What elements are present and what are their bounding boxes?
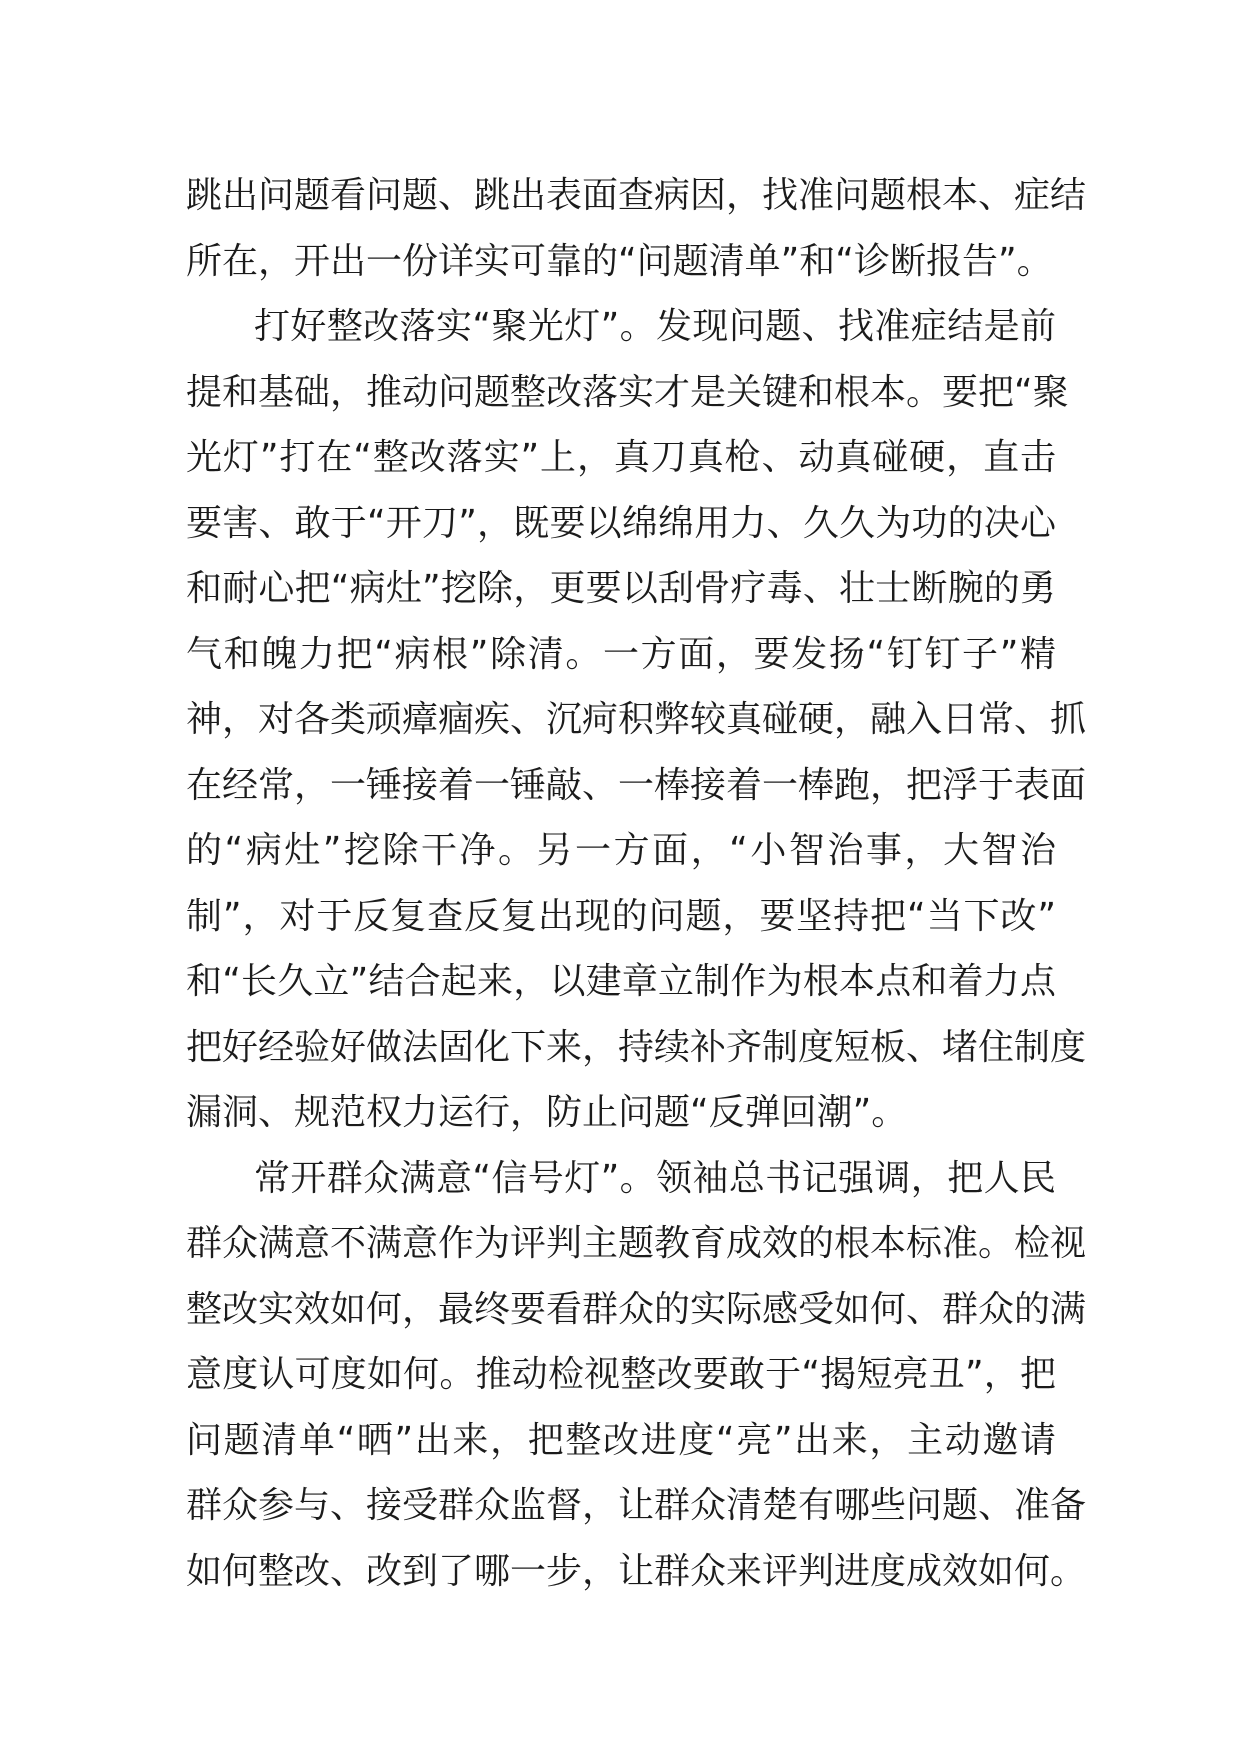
paragraph-line: 的“病灶”挖除干净。另一方面，“小智治事，大智治 <box>186 830 1056 871</box>
paragraph-line: 问题清单“晒”出来，把整改进度“亮”出来，主动邀请 <box>186 1419 1056 1461</box>
paragraph-line: 要害、敢于“开刀”，既要以绵绵用力、久久为功的决心 <box>186 502 1056 544</box>
paragraph-line: 在经常，一锤接着一锤敲、一棒接着一棒跑，把浮于表面 <box>186 764 1087 806</box>
paragraph-line: 如何整改、改到了哪一步，让群众来评判进度成效如何。 <box>186 1550 1087 1592</box>
paragraph-line: 漏洞、规范权力运行，防止问题“反弹回潮”。 <box>186 1092 908 1133</box>
paragraph-line: 光灯”打在“整改落实”上，真刀真枪、动真碰硬，直击 <box>186 437 1056 478</box>
paragraph-line: 常开群众满意“信号灯”。领袖总书记强调，把人民 <box>254 1157 1056 1199</box>
paragraph-line: 意度认可度如何。推动检视整改要敢于“揭短亮丑”，把 <box>186 1354 1056 1395</box>
document-body <box>186 163 1087 1604</box>
paragraph-line: 提和基础，推动问题整改落实才是关键和根本。要把“聚 <box>186 371 1069 413</box>
paragraph-line: 气和魄力把“病根”除清。一方面，要发扬“钉钉子”精 <box>186 633 1056 675</box>
paragraph-line: 和耐心把“病灶”挖除，更要以刮骨疗毒、壮士断腕的勇 <box>186 568 1056 609</box>
paragraph-line: 打好整改落实“聚光灯”。发现问题、找准症结是前 <box>254 306 1056 347</box>
paragraph-line: 把好经验好做法固化下来，持续补齐制度短板、堵住制度 <box>186 1026 1087 1068</box>
paragraph-line: 群众参与、接受群众监督，让群众清楚有哪些问题、准备 <box>186 1485 1087 1526</box>
paragraph-line: 整改实效如何，最终要看群众的实际感受如何、群众的满 <box>186 1288 1087 1330</box>
paragraph-line: 和“长久立”结合起来，以建章立制作为根本点和着力点 <box>186 961 1056 1002</box>
paragraph-line: 所在，开出一份详实可靠的“问题清单”和“诊断报告”。 <box>186 240 1053 282</box>
paragraph-line: 制”，对于反复查反复出现的问题，要坚持把“当下改” <box>186 895 1056 937</box>
paragraph-line: 神，对各类顽瘴痼疾、沉疴积弊较真碰硬，融入日常、抓 <box>186 699 1087 740</box>
paragraph-line: 跳出问题看问题、跳出表面查病因，找准问题根本、症结 <box>186 175 1087 216</box>
paragraph-line: 群众满意不满意作为评判主题教育成效的根本标准。检视 <box>186 1223 1087 1264</box>
